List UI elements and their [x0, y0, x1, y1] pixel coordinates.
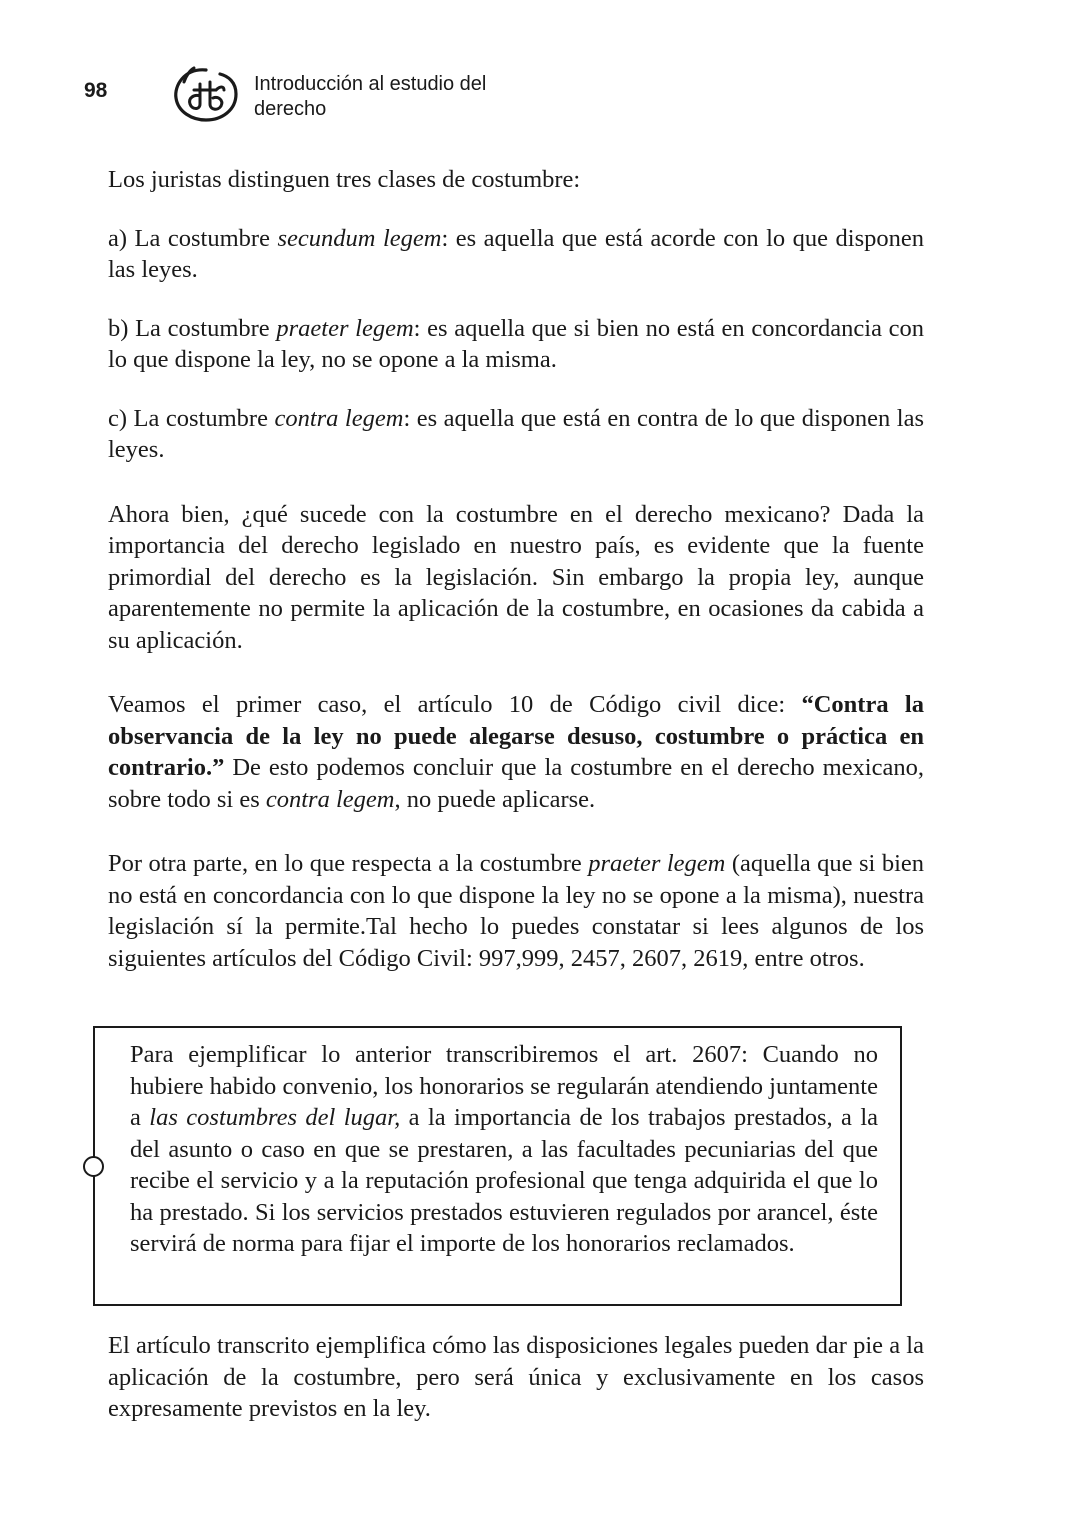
article-10-term: contra legem	[265, 785, 395, 813]
book-title-line-1: Introducción al estudio del	[254, 73, 487, 95]
type-a-prefix: a) La costumbre	[108, 224, 278, 252]
callout-term: las costumbres del lugar,	[149, 1104, 401, 1131]
callout-text	[130, 1039, 878, 1260]
praeter-lead: Por otra parte, en lo que respecta a la costumbre	[108, 850, 589, 877]
article-10-middle: De esto podemos concluir que la costumbre en el derecho mexicano, sobre todo si es	[108, 754, 924, 813]
article-10-end: , no puede aplicarse.	[394, 785, 596, 813]
intro-paragraph: Los juristas distinguen tres clases de costumbre:	[108, 166, 581, 193]
type-c-term: contra legem	[274, 404, 404, 432]
type-b-term: praeter legem	[276, 314, 414, 342]
type-c-definition: : es aquella que está en contra de lo que disponen las leyes.	[108, 404, 924, 463]
type-b-definition: : es aquella que si bien no está en concordancia con lo que dispone la ley, no se opone a la misma.	[108, 314, 925, 373]
custom-type-b	[108, 313, 924, 376]
closing-paragraph: El artículo transcrito ejemplifica cómo las disposiciones legales pueden dar pie a la aplicación de la costumbre, pero será única y exclusivamente en los casos expresamente previstos en la ley.	[108, 1332, 924, 1422]
custom-type-c	[108, 403, 924, 466]
type-b-prefix: b) La costumbre	[108, 314, 277, 342]
callout-lead: Para ejemplificar lo anterior transcribiremos el art. 2607: Cuando no hubiere habido convenio, los honorarios se regularán atendiendo juntamente a	[130, 1041, 878, 1131]
praeter-legem-paragraph	[108, 848, 924, 974]
page-number: 98	[84, 79, 108, 102]
custom-type-a	[108, 223, 924, 286]
callout-rest: a la importancia de los trabajos prestados, a la del asunto o caso en que se prestaren, a las facultades pecuniarias del que recibe el servicio y a la reputación profesional que tenga adquirida el que lo ha prestado. Si los servicios prestados estuvieren regulados por arancel, éste servirá de norma para fijar el importe de los honorarios reclamados.	[130, 1104, 878, 1257]
circled-glyph-logo-icon	[170, 64, 242, 124]
callout-marker-circle-icon	[83, 1156, 104, 1177]
book-title-line-2: derecho	[254, 98, 327, 120]
type-a-definition: : es aquella que está acorde con lo que disponen las leyes.	[108, 224, 924, 283]
mexico-paragraph: Ahora bien, ¿qué sucede con la costumbre en el derecho mexicano? Dada la importancia del derecho legislado en nuestro país, es evidente que la fuente primordial del derecho es la legislación. Sin embargo la propia ley, aunque aparentemente no permite la aplicación de la costumbre, en ocasiones da cabida a su aplicación.	[108, 500, 924, 654]
main-content	[108, 164, 924, 974]
praeter-rest: (aquella que si bien no está en concordancia con lo que dispone la ley no se opone a la misma), nuestra legislación sí la permite.Tal hecho lo puedes constatar si lees algunos de los siguientes artículos del Código Civil: 997,999, 2457, 2607, 2619, entre otros.	[108, 850, 925, 972]
type-a-term: secundum legem	[277, 224, 442, 252]
praeter-term: praeter legem	[588, 850, 726, 877]
article-10-paragraph	[108, 689, 924, 815]
article-10-quote: “Contra la observancia de la ley no puede alegarse desuso, costumbre o práctica en contrario.”	[108, 691, 924, 781]
article-10-lead: Veamos el primer caso, el artículo 10 de Código civil dice:	[108, 691, 802, 718]
type-c-prefix: c) La costumbre	[108, 404, 275, 432]
article-2607-callout-box	[93, 1026, 902, 1306]
book-title	[254, 72, 554, 122]
